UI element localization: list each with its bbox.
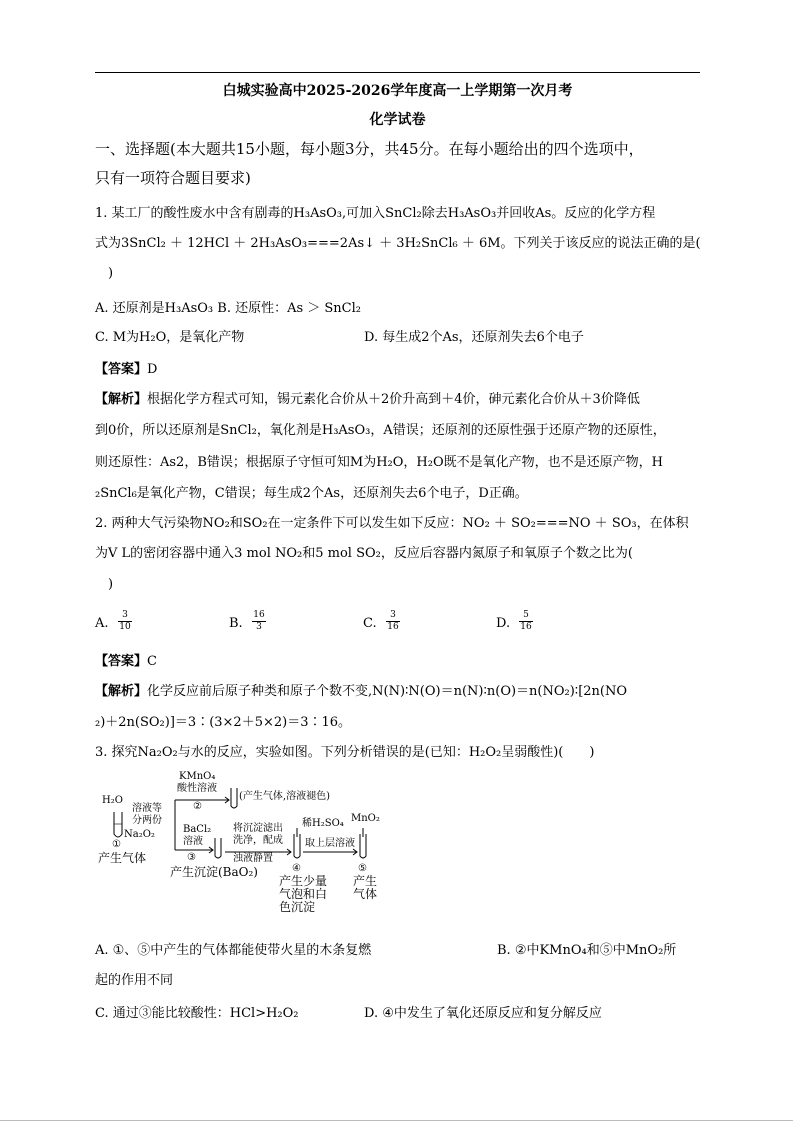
label-step-2: 洗净，配成 <box>233 835 283 846</box>
q2-option-d-fraction <box>519 611 533 632</box>
q2-option-c-den: 16 <box>387 622 399 632</box>
label-na2o2: Na₂O₂ <box>124 829 155 840</box>
circle-2: ② <box>193 801 202 812</box>
q2-answer-label: 【答案】 <box>95 654 148 669</box>
q2-answer <box>95 655 157 668</box>
label-gas-1: 产生气体 <box>98 851 147 865</box>
label-obs-4-3: 色沉淀 <box>279 900 316 914</box>
test-tube-1 <box>114 812 122 837</box>
q1-analysis-label: 【解析】 <box>95 392 148 407</box>
circle-3: ③ <box>187 852 196 863</box>
q3-option-c: C. 通过③能比较酸性：HCl>H₂O₂ <box>95 1006 299 1021</box>
q1-stem-line1: 1. 某工厂的酸性废水中含有剧毒的H₃AsO₃,可加入SnCl₂除去H₃AsO₃并回收As。反应的化学方程 <box>95 206 656 221</box>
q2-analysis-line2: ₂)＋2n(SO₂)]＝3∶(3×2＋5×2)＝3∶16。 <box>95 715 352 730</box>
q1-answer-label: 【答案】 <box>95 362 148 377</box>
q2-answer-value: C <box>147 654 157 669</box>
test-tube-5 <box>360 834 366 858</box>
q2-option-a-den: 10 <box>119 622 131 632</box>
label-obs-5-2: 气体 <box>353 887 378 901</box>
q1-analysis-line4: ₂SnCl₆是氧化产物，C错误；每生成2个As，还原剂失去6个电子，D正确。 <box>95 486 528 501</box>
q1-analysis-text1: 根据化学方程式可知，锡元素化合价从＋2价升高到＋4价，砷元素化合价从＋3价降低 <box>147 392 640 407</box>
q2-option-a-num: 3 <box>118 611 132 622</box>
q3-option-b: B. ②中KMnO₄和⑤中MnO₂所 <box>497 943 677 958</box>
label-kmno4-acid: 酸性溶液 <box>177 783 217 794</box>
label-step-1: 将沉淀滤出 <box>233 823 283 834</box>
label-upper: 取上层溶液 <box>305 838 355 849</box>
label-step-3: 浊液静置 <box>233 853 273 864</box>
q3-option-b-cont: 起的作用不同 <box>95 973 174 988</box>
q2-option-c-fraction <box>386 611 400 632</box>
label-bacl2-sol: 溶液 <box>183 836 203 847</box>
exam-subtitle: 化学试卷 <box>369 112 426 128</box>
q2-stem-line1: 2. 两种大气污染物NO₂和SO₂在一定条件下可以发生如下反应：NO₂ ＋ SO₂===NO ＋ SO₃，在体积 <box>95 516 689 531</box>
q3-option-d: D. ④中发生了氧化还原反应和复分解反应 <box>364 1006 602 1021</box>
q2-option-b-den: 3 <box>256 622 262 632</box>
q1-option-d: D. 每生成2个As，还原剂失去6个电子 <box>364 330 584 345</box>
circle-1: ① <box>112 839 121 850</box>
label-split-1: 溶液等 <box>132 803 162 814</box>
section-heading-line2: 只有一项符合题目要求) <box>95 169 251 187</box>
label-h2so4: 稀H₂SO₄ <box>302 818 344 829</box>
label-obs-4-1: 产生少量 <box>279 874 328 888</box>
q1-answer <box>95 363 157 376</box>
q1-stem-line2: 式为3SnCl₂ ＋ 12HCl ＋ 2H₃AsO₃===2As↓ ＋ 3H₂SnCl₆ ＋ 6M。下列关于该反应的说法正确的是( <box>95 236 701 251</box>
q1-analysis-line2: 到0价，所以还原剂是SnCl₂，氧化剂是H₃AsO₃，A错误；还原剂的还原性强于还原产物的还原性， <box>95 423 666 438</box>
q2-stem-line3: ) <box>95 577 114 592</box>
test-tube-2 <box>231 788 237 808</box>
label-obs-3: 产生沉淀(BaO₂) <box>170 865 258 879</box>
q2-option-a-fraction <box>118 611 132 632</box>
q2-option-b-num: 16 <box>253 610 265 620</box>
label-kmno4: KMnO₄ <box>179 771 216 782</box>
top-rule <box>95 72 700 73</box>
q2-analysis-text1: 化学反应前后原子种类和原子个数不变,N(N)∶N(O)＝n(N)∶n(O)＝n(NO₂)∶[2n(NO <box>147 684 628 699</box>
q2-option-c-label: C. <box>363 616 377 631</box>
label-bacl2: BaCl₂ <box>183 824 212 835</box>
section-heading-line1: 一、选择题(本大题共15小题，每小题3分，共45分。在每小题给出的四个选项中， <box>95 140 644 158</box>
q2-analysis-line1 <box>95 685 627 698</box>
q2-option-b-fraction <box>252 611 266 632</box>
circle-5: ⑤ <box>358 863 367 874</box>
label-mno2: MnO₂ <box>351 813 380 824</box>
q1-analysis-line1 <box>95 393 640 406</box>
q1-option-ab: A. 还原剂是H₃AsO₃ B. 还原性：As ＞ SnCl₂ <box>95 301 361 316</box>
q3-option-a: A. ①、⑤中产生的气体都能使带火星的木条复燃 <box>95 943 372 958</box>
q2-option-a-label: A. <box>95 616 109 631</box>
bottom-rule <box>0 1120 793 1121</box>
q1-stem-line3: ) <box>95 266 114 281</box>
q2-option-c-num: 3 <box>386 611 400 622</box>
test-tube-4 <box>294 834 300 858</box>
experiment-diagram <box>95 772 385 924</box>
label-obs-5-1: 产生 <box>353 874 378 888</box>
q2-stem-line2: 为V L的密闭容器中通入3 mol NO₂和5 mol SO₂，反应后容器内氮原子和氧原子个数之比为( <box>95 546 633 561</box>
label-obs-2: (产生气体,溶液褪色) <box>239 791 330 802</box>
exam-title: 白城实验高中2025-2026学年度高一上学期第一次月考 <box>222 83 573 99</box>
label-obs-4-2: 气泡和白 <box>279 887 328 901</box>
q2-option-b-label: B. <box>229 616 243 631</box>
circle-4: ④ <box>292 863 301 874</box>
q1-option-c: C. M为H₂O，是氧化产物 <box>95 330 245 345</box>
q2-option-d-den: 16 <box>520 622 532 632</box>
q3-stem-line1: 3. 探究Na₂O₂与水的反应，实验如图。下列分析错误的是(已知：H₂O₂呈弱酸性)( ) <box>95 745 595 760</box>
test-tube-3 <box>215 838 221 858</box>
label-split-2: 分两份 <box>132 815 162 826</box>
q2-analysis-label: 【解析】 <box>95 684 148 699</box>
label-h2o: H₂O <box>102 795 123 806</box>
q1-analysis-line3: 则还原性：As2，B错误；根据原子守恒可知M为H₂O，H₂O既不是氧化产物，也不是还原产物，H <box>95 455 663 470</box>
q2-option-d-label: D. <box>496 616 511 631</box>
q1-answer-value: D <box>147 362 158 377</box>
q2-option-d-num: 5 <box>519 611 533 622</box>
